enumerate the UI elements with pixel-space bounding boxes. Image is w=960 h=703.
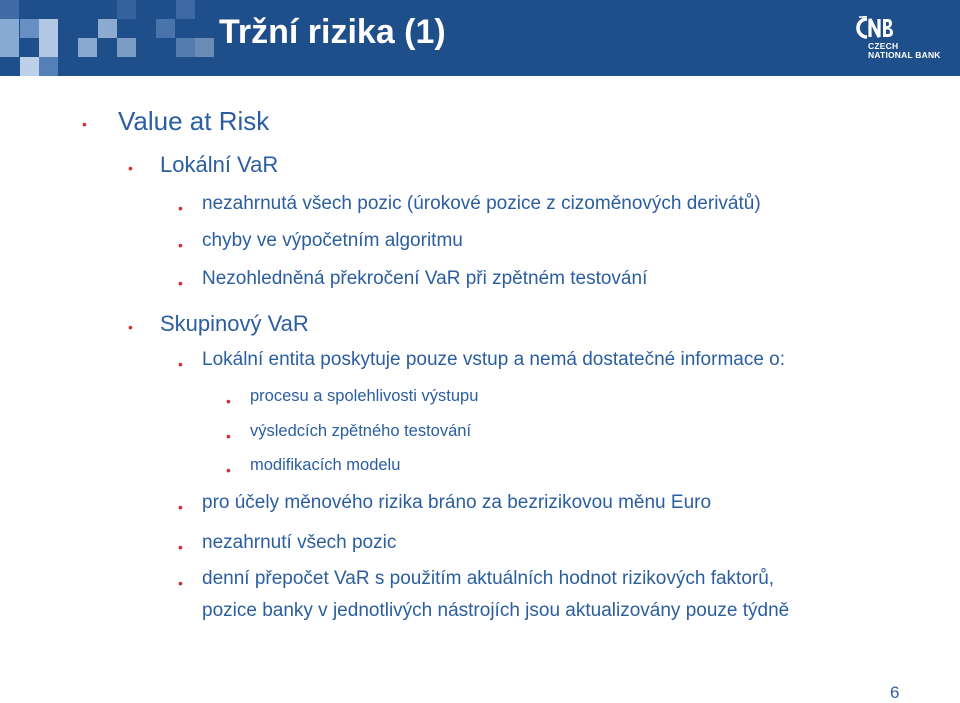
bullet-marker: • — [178, 237, 183, 253]
slide-header — [0, 0, 960, 76]
bullet-marker: • — [178, 499, 183, 515]
mosaic-tile — [176, 0, 195, 19]
logo-line-2: NATIONAL BANK — [868, 50, 941, 60]
mosaic-tile — [117, 0, 136, 19]
mosaic-tile — [0, 38, 19, 57]
mosaic-tile — [39, 57, 58, 76]
bullet-text-level-3: chyby ve výpočetním algoritmu — [202, 230, 463, 251]
mosaic-tile — [39, 38, 58, 57]
bullet-marker: • — [178, 275, 183, 291]
cnb-mark-icon — [855, 16, 895, 40]
mosaic-tile — [39, 19, 58, 38]
bullet-marker: • — [178, 539, 183, 555]
bullet-text-level-4: procesu a spolehlivosti výstupu — [250, 387, 479, 405]
bullet-text-level-3: pozice banky v jednotlivých nástrojích jsou aktualizovány pouze týdně — [202, 600, 790, 621]
bullet-marker: • — [178, 356, 183, 372]
mosaic-tile — [20, 19, 39, 38]
bullet-marker: • — [226, 393, 231, 409]
bullet-marker: • — [178, 575, 183, 591]
page-number: 6 — [890, 683, 900, 702]
bullet-text-level-3: nezahrnutá všech pozic (úrokové pozice z cizoměnových derivátů) — [202, 193, 761, 214]
mosaic-tile — [0, 19, 19, 38]
mosaic-tile — [195, 38, 214, 57]
slide-title: Tržní rizika (1) — [219, 13, 446, 51]
bullet-marker: • — [82, 116, 87, 132]
bullet-text-level-3: pro účely měnového rizika bráno za bezrizikovou měnu Euro — [202, 492, 712, 513]
logo-line-1: CZECH — [868, 41, 899, 51]
bullet-text-level-3: Lokální entita poskytuje pouze vstup a nemá dostatečné informace o: — [202, 349, 786, 370]
bullet-marker: • — [128, 319, 133, 335]
bullet-text-level-2: Skupinový VaR — [160, 311, 309, 336]
bullet-marker: • — [128, 160, 133, 176]
bullet-marker: • — [226, 428, 231, 444]
mosaic-tile — [156, 19, 175, 38]
bullet-text-level-3: nezahrnutí všech pozic — [202, 532, 397, 553]
mosaic-tile — [176, 38, 195, 57]
mosaic-tile — [78, 38, 97, 57]
mosaic-tile — [20, 57, 39, 76]
bullet-text-level-2: Lokální VaR — [160, 152, 279, 177]
mosaic-tile — [98, 19, 117, 38]
mosaic-tile — [117, 38, 136, 57]
mosaic-tile — [0, 0, 19, 19]
bullet-text-level-4: výsledcích zpětného testování — [250, 422, 472, 440]
bullet-marker: • — [226, 462, 231, 478]
bullet-text-level-3: denní přepočet VaR s použitím aktuálních hodnot rizikových faktorů, — [202, 568, 775, 589]
bullet-text-level-3: Nezohledněná překročení VaR při zpětném testování — [202, 268, 648, 289]
bullet-text-level-4: modifikacích modelu — [250, 456, 401, 474]
bullet-text-level-1: Value at Risk — [118, 106, 270, 136]
header-mosaic — [0, 0, 215, 76]
logo-caption — [868, 42, 941, 60]
cnb-logo — [855, 16, 951, 60]
bullet-marker: • — [178, 200, 183, 216]
